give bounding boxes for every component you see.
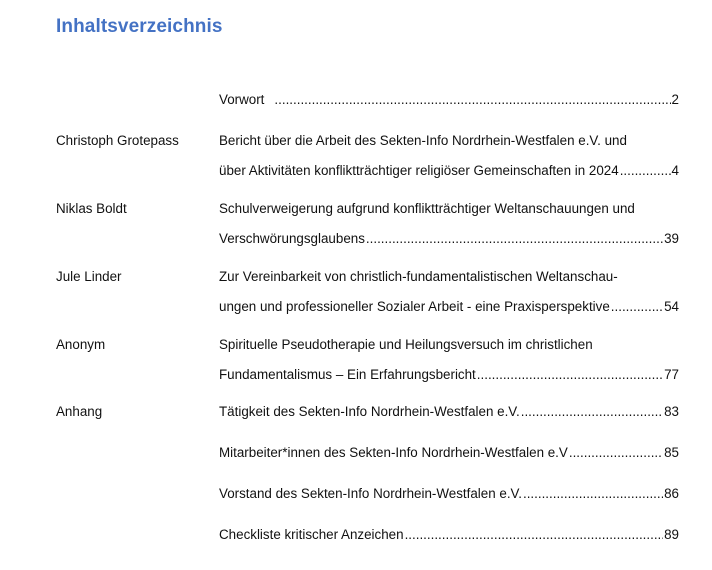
page-number: 85 [664,445,679,460]
dot-leader [366,224,663,254]
page-number: 89 [664,527,679,542]
toc-entry-text [219,194,679,254]
dot-leader [274,85,670,115]
toc-entry-title: Fundamentalismus – Ein Erfahrungsbericht [219,367,476,382]
toc-entry-line [219,224,679,254]
toc-entry-line [219,156,679,186]
toc-entry-title: über Aktivitäten konfliktträchtiger religiöser Gemeinschaften in 2024 [219,163,619,178]
toc-entry-text [219,85,679,115]
toc-entry-line: Spirituelle Pseudotherapie und Heilungsversuch im christlichen [219,337,593,352]
page-number: 86 [664,486,679,501]
toc-entry-text [219,126,679,186]
page-number: 39 [664,231,679,246]
toc-entry-line [219,360,679,390]
toc-entry-title: Verschwörungsglaubens [219,231,365,246]
toc-entry-text [219,330,679,390]
toc-entry-title: Tätigkeit des Sekten-Info Nordrhein-Westfalen e.V. [219,404,520,419]
toc-entry-line: Bericht über die Arbeit des Sekten-Info Nordrhein-Westfalen e.V. und [219,133,627,148]
dot-leader [477,360,663,390]
toc-entry-line [219,479,679,509]
toc-entry-text [219,479,679,509]
toc-entry-line [219,520,679,550]
dot-leader [405,520,664,550]
toc-title: Inhaltsverzeichnis [56,16,223,37]
dot-leader [620,156,671,186]
toc-entry-title: Vorwort [219,92,265,107]
toc-entry-text [219,262,679,322]
page-number: 2 [671,92,679,107]
toc-author: Anhang [56,404,103,419]
toc-entry-title: Vorstand des Sekten-Info Nordrhein-Westfalen e.V. [219,486,522,501]
page-number: 4 [671,163,679,178]
toc-entry-line: Schulverweigerung aufgrund konfliktträchtiger Weltanschauungen und [219,201,635,216]
toc-entry-line [219,397,679,427]
toc-entry-line: Zur Vereinbarkeit von christlich-fundamentalistischen Weltanschau- [219,269,618,284]
toc-entry-line [219,292,679,322]
toc-entry-text [219,397,679,427]
dot-leader [611,292,663,322]
dot-leader [569,438,663,468]
toc-entry-line [219,85,679,115]
toc-entry-title: Checkliste kritischer Anzeichen [219,527,404,542]
dot-leader [521,397,663,427]
page-number: 83 [664,404,679,419]
page-number: 77 [664,367,679,382]
page-number: 54 [664,299,679,314]
toc-entry-text [219,520,679,550]
toc-entry-text [219,438,679,468]
toc-author: Anonym [56,337,106,352]
dot-leader [523,479,663,509]
toc-entry-title: ungen und professioneller Sozialer Arbeit - eine Praxisperspektive [219,299,610,314]
toc-author: Niklas Boldt [56,201,127,216]
toc-entry-line [219,438,679,468]
toc-entry-title: Mitarbeiter*innen des Sekten-Info Nordrhein-Westfalen e.V [219,445,568,460]
toc-author: Christoph Grotepass [56,133,179,148]
toc-author: Jule Linder [56,269,122,284]
